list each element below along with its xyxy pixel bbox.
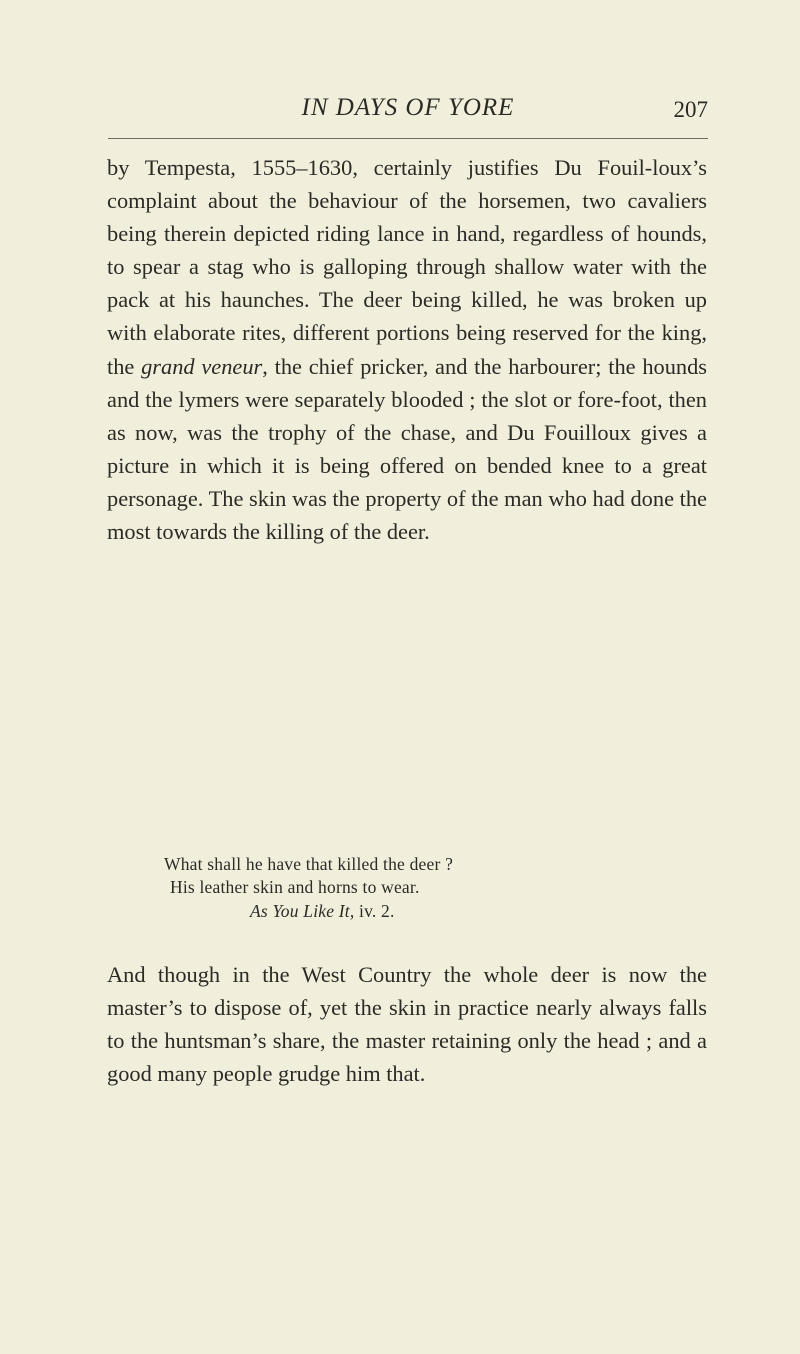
quote-line-1: What shall he have that killed the deer ? (164, 854, 454, 874)
paragraph-1-italic-term: grand veneur (141, 353, 263, 379)
page-number: 207 (673, 97, 708, 122)
paragraph-2: And though in the West Country the whole deer is now the master’s to dispose of, yet the skin in practice nearly always falls to the huntsman’s share, the master retaining only the head ; and a good many people grudge him that. (107, 962, 707, 1087)
paragraph-1 (107, 151, 707, 548)
running-head (108, 92, 708, 132)
verse-quotation (164, 853, 709, 923)
citation-reference: , iv. 2. (349, 901, 395, 921)
citation-play-title: As You Like It (250, 901, 350, 921)
quote-line-2: His leather skin and horns to wear. (170, 877, 420, 897)
paragraph-1-text-a: by Tempesta, 1555–1630, certainly justifies Du Fouil-loux’s complaint about the behaviour of the horsemen, two cavaliers being therein depicted riding lance in hand, regardless of hounds, to spear a stag who is galloping through shallow water with the pack at his haunches. The deer being killed, he was broken up with elaborate rites, different portions being reserved for the king, the (107, 155, 707, 379)
quote-citation (164, 900, 709, 923)
header-rule (108, 138, 708, 139)
paragraph-1-text-b: , the chief pricker, and the harbourer; the hounds and the lymers were separately blooded ; the slot or fore-foot, then as now, was the trophy of the chase, and Du Fouilloux gives a picture in which it is being offered on bended knee to a great personage. The skin was the property of the man who had done the most towards the killing of the deer. (107, 353, 708, 545)
running-title: IN DAYS OF YORE (301, 94, 515, 121)
